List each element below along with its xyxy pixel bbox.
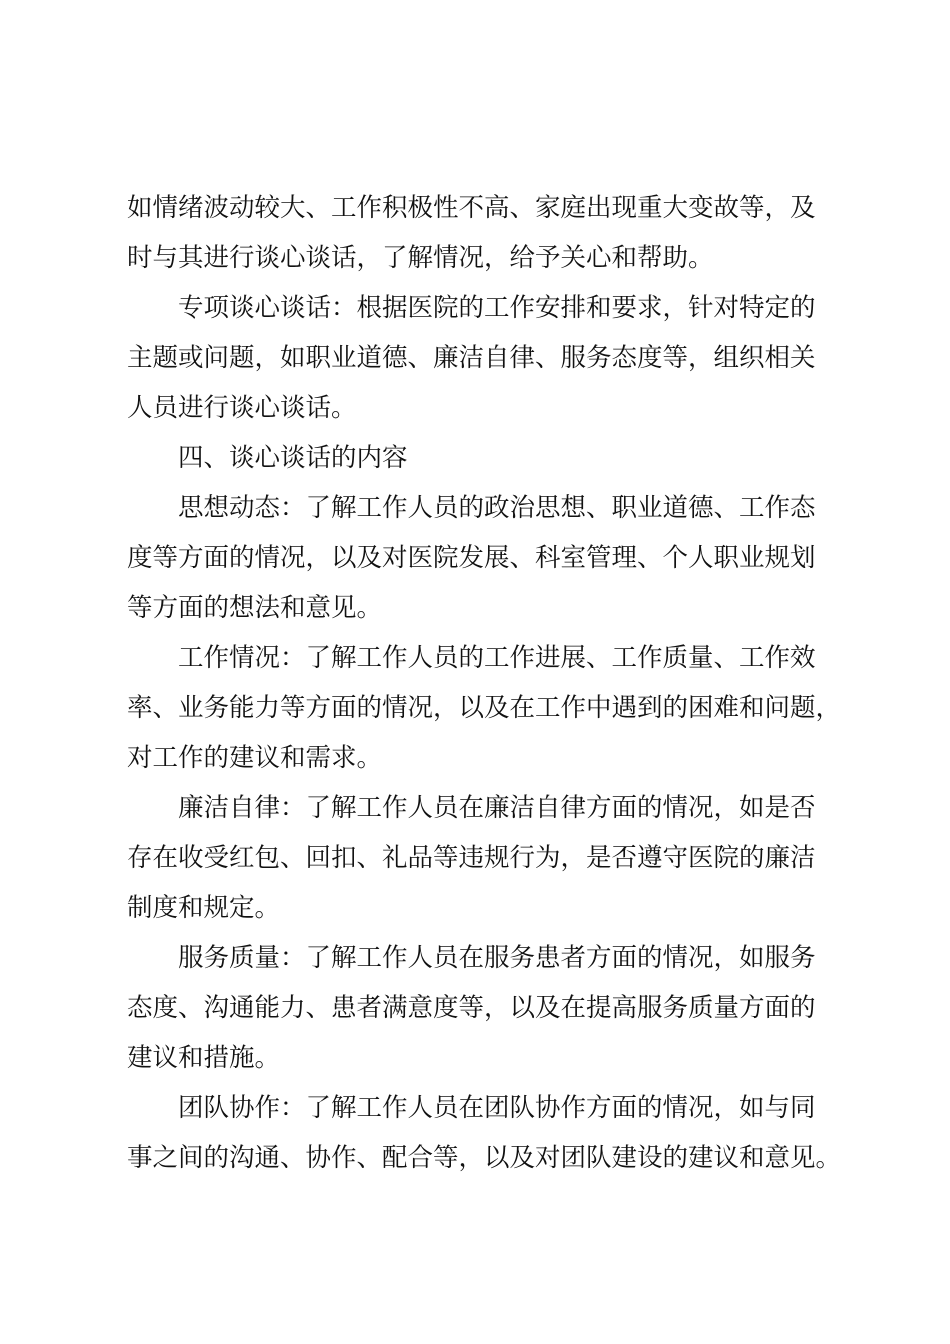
text-line: 时与其进行谈心谈话，了解情况，给予关心和帮助。 xyxy=(127,243,714,273)
paragraph-first-line: 工作情况：了解工作人员的工作进展、工作质量、工作效 xyxy=(178,643,816,673)
text-line: 态度、沟通能力、患者满意度等，以及在提高服务质量方面的 xyxy=(127,993,816,1023)
text-line: 如情绪波动较大、工作积极性不高、家庭出现重大变故等，及 xyxy=(127,193,816,223)
paragraph-first-line: 廉洁自律：了解工作人员在廉洁自律方面的情况，如是否 xyxy=(178,793,816,823)
paragraph-first-line: 团队协作：了解工作人员在团队协作方面的情况，如与同 xyxy=(178,1093,816,1123)
paragraph-first-line: 思想动态：了解工作人员的政治思想、职业道德、工作态 xyxy=(178,493,816,523)
document-body xyxy=(127,183,842,1183)
section-heading: 四、谈心谈话的内容 xyxy=(178,443,408,473)
text-line: 制度和规定。 xyxy=(127,893,281,923)
text-line: 主题或问题，如职业道德、廉洁自律、服务态度等，组织相关 xyxy=(127,343,816,373)
text-line: 率、业务能力等方面的情况，以及在工作中遇到的困难和问题， xyxy=(127,693,842,723)
text-line: 事之间的沟通、协作、配合等，以及对团队建设的建议和意见。 xyxy=(127,1143,842,1173)
paragraph-first-line: 服务质量：了解工作人员在服务患者方面的情况，如服务 xyxy=(178,943,816,973)
text-line: 度等方面的情况，以及对医院发展、科室管理、个人职业规划 xyxy=(127,543,816,573)
text-line: 建议和措施。 xyxy=(127,1043,281,1073)
text-line: 存在收受红包、回扣、礼品等违规行为，是否遵守医院的廉洁 xyxy=(127,843,816,873)
text-line: 等方面的想法和意见。 xyxy=(127,593,383,623)
text-line: 人员进行谈心谈话。 xyxy=(127,393,357,423)
paragraph-first-line: 专项谈心谈话：根据医院的工作安排和要求，针对特定的 xyxy=(178,293,816,323)
text-line: 对工作的建议和需求。 xyxy=(127,743,383,773)
